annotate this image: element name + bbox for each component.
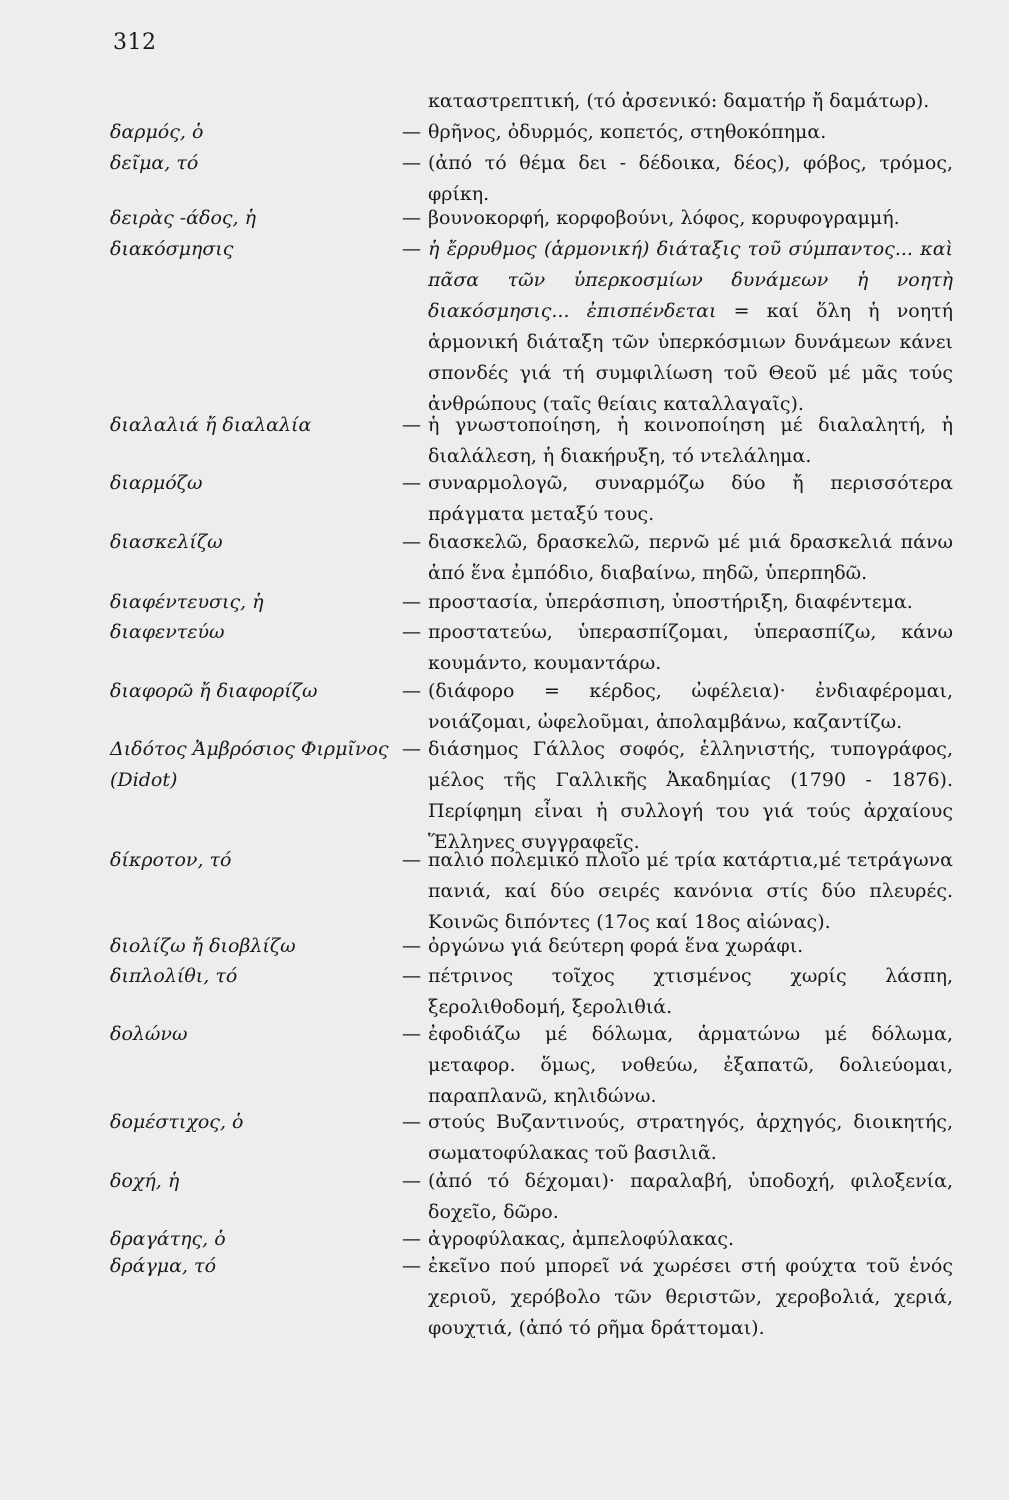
dash: — xyxy=(402,472,421,494)
entry-term: δοχή, ἡ xyxy=(110,1170,180,1192)
entry-definition-gloss: = καί ὅλη ἡ νοητή ἁρμονική διάταξη τῶν ὑπερκόσμιων δυνάμεων κάνει σπονδές γιά τή συμφιλίωση τοῦ Θεοῦ μέ μᾶς τούς ἀνθρώπους (ταῖς θείαις καταλλαγαῖς). xyxy=(428,300,953,415)
dash: — xyxy=(402,621,421,643)
dash: — xyxy=(402,152,421,174)
entry-definition: ἐκεῖνο πού μπορεῖ νά χωρέσει στή φούχτα τοῦ ἑνός χεριοῦ, χερόβολο τῶν θεριστῶν, χεροβολιά, χεριά, φουχτιά, (ἀπό τό ρῆμα δράττομαι). xyxy=(428,1255,953,1339)
entry-term: δομέστιχος, ὁ xyxy=(110,1111,244,1133)
entry-definition: θρῆνος, ὀδυρμός, κοπετός, στηθοκόπημα. xyxy=(428,121,827,143)
entry-definition: (ἀπό τό δέχομαι)· παραλαβή, ὑποδοχή, φιλοξενία, δοχεῖο, δῶρο. xyxy=(428,1170,953,1223)
dash: — xyxy=(402,531,421,553)
dash: — xyxy=(402,591,421,613)
entry-definition-quote: ἡ ἔρρυθμος (ἁρμονική) διάταξις τοῦ σύμπαντος... καὶ πᾶσα τῶν ὑπερκοσμίων δυνάμεων ἡ νοητὴ διακόσμησις... ἐπισπένδεται xyxy=(428,238,953,322)
entry-term: διαλαλιά ἤ διαλαλία xyxy=(110,414,312,436)
entry-term: δεῖμα, τό xyxy=(110,152,199,174)
dash: — xyxy=(402,935,421,957)
dash: — xyxy=(402,121,421,143)
entry-definition: βουνοκορφή, κορφοβούνι, λόφος, κορυφογραμμή. xyxy=(428,207,900,229)
dash: — xyxy=(402,1170,421,1192)
dash: — xyxy=(402,849,421,871)
entry-definition: ὀργώνω γιά δεύτερη φορά ἕνα χωράφι. xyxy=(428,935,804,957)
dash: — xyxy=(402,1111,421,1133)
entry-definition: παλιό πολεμικό πλοῖο μέ τρία κατάρτια,μέ τετράγωνα πανιά, καί δύο σειρές κανόνια στίς δύο πλευρές. Κοινῶς διπόντες (17ος καί 18ος αἰώνας). xyxy=(428,849,953,933)
entry-definition: πέτρινος τοῖχος χτισμένος χωρίς λάσπη, ξερολιθοδομή, ξερολιθιά. xyxy=(428,965,953,1018)
entry-term: διασκελίζω xyxy=(110,531,223,553)
entry-term: Διδότος Ἀμβρόσιος Φιρμῖνος (Didot) xyxy=(110,738,389,791)
continuation-text: καταστρεπτική, (τό ἀρσενικό: δαματήρ ἤ δαμάτωρ). xyxy=(428,90,930,112)
entry-term: δραγάτης, ὁ xyxy=(110,1228,226,1250)
dash: — xyxy=(402,965,421,987)
entry-definition: συναρμολογῶ, συναρμόζω δύο ἤ περισσότερα πράγματα μεταξύ τους. xyxy=(428,472,953,525)
dash: — xyxy=(402,1023,421,1045)
entry-term: δαρμός, ὁ xyxy=(110,121,204,143)
entry-definition: διάσημος Γάλλος σοφός, ἑλληνιστής, τυπογράφος, μέλος τῆς Γαλλικῆς Ἀκαδημίας (1790 - 1876). Περίφημη εἶναι ἡ συλλογή του γιά τούς ἀρχαίους Ἕλληνες συγγραφεῖς. xyxy=(428,738,953,853)
entry-term: δίκροτον, τό xyxy=(110,849,232,871)
dash: — xyxy=(402,738,421,760)
entry-definition: ἀγροφύλακας, ἀμπελοφύλακας. xyxy=(428,1228,735,1250)
entry-definition: διασκελῶ, δρασκελῶ, περνῶ μέ μιά δρασκελιά πάνω ἀπό ἕνα ἐμπόδιο, διαβαίνω, πηδῶ, ὑπερπηδῶ. xyxy=(428,531,953,584)
entry-definition: προστασία, ὑπεράσπιση, ὑποστήριξη, διαφέντεμα. xyxy=(428,591,913,613)
dash: — xyxy=(402,414,421,436)
entry-term: διαφεντεύω xyxy=(110,621,225,643)
entry-definition: (ἀπό τό θέμα δει - δέδοικα, δέος), φόβος, τρόμος, φρίκη. xyxy=(428,152,953,205)
entry-term: διαρμόζω xyxy=(110,472,203,494)
dash: — xyxy=(402,238,421,260)
entry-term: δειρὰς -άδος, ἡ xyxy=(110,207,256,229)
entry-term: δολώνω xyxy=(110,1023,188,1045)
entry-term: διακόσμησις xyxy=(110,238,234,260)
entry-term: διπλολίθι, τό xyxy=(110,965,238,987)
entry-definition: προστατεύω, ὑπερασπίζομαι, ὑπερασπίζω, κάνω κουμάντο, κουμαντάρω. xyxy=(428,621,953,674)
entry-definition: στούς Βυζαντινούς, στρατηγός, ἀρχηγός, διοικητής, σωματοφύλακας τοῦ βασιλιᾶ. xyxy=(428,1111,953,1164)
dash: — xyxy=(402,1228,421,1250)
entry-term: διαφορῶ ἤ διαφορίζω xyxy=(110,680,318,702)
page-number: 312 xyxy=(113,30,157,55)
entry-definition: ἐφοδιάζω μέ δόλωμα, ἁρματώνω μέ δόλωμα, μεταφορ. ὅμως, νοθεύω, ἐξαπατῶ, δολιεύομαι, παραπλανῶ, κηλιδώνω. xyxy=(428,1023,953,1107)
entry-term: διαφέντευσις, ἡ xyxy=(110,591,264,613)
entry-term: διολίζω ἤ διοβλίζω xyxy=(110,935,296,957)
dash: — xyxy=(402,1255,421,1277)
dash: — xyxy=(402,207,421,229)
entry-definition: ἡ γνωστοποίηση, ἡ κοινοποίηση μέ διαλαλητή, ἡ διαλάλεση, ἡ διακήρυξη, τό ντελάλημα. xyxy=(428,414,953,467)
dash: — xyxy=(402,680,421,702)
entry-definition: (διάφορο = κέρδος, ὠφέλεια)· ἐνδιαφέρομαι, νοιάζομαι, ὠφελοῦμαι, ἀπολαμβάνω, καζαντίζω. xyxy=(428,680,953,733)
entry-definition xyxy=(428,234,953,420)
entry-term: δράγμα, τό xyxy=(110,1255,217,1277)
